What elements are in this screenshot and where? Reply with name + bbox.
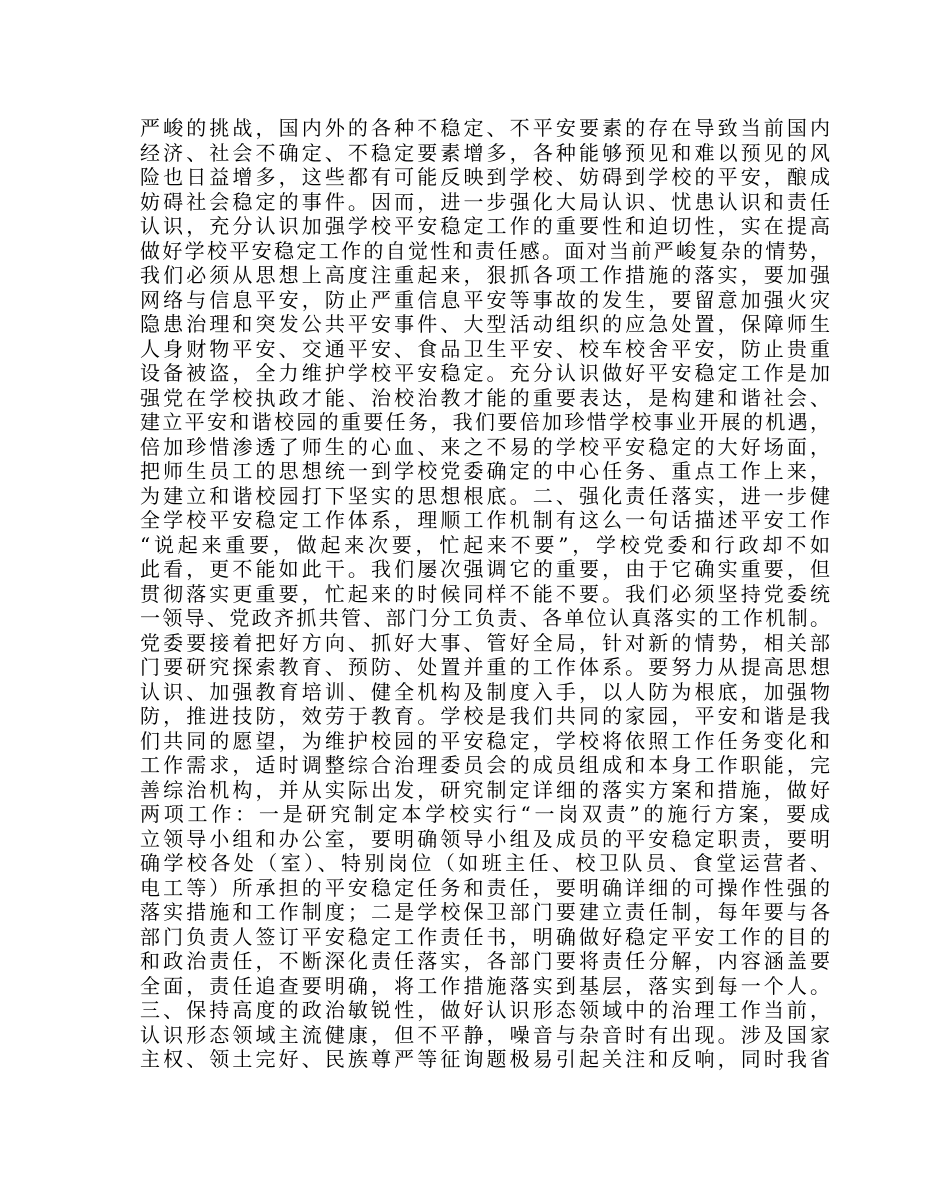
text-line: 全学校平安稳定工作体系，理顺工作机制有这么一句话描述平安工作 <box>140 508 830 532</box>
text-line: 妨碍社会稳定的事件。因而，进一步强化大局认识、忧患认识和责任 <box>140 189 830 214</box>
text-line: 认识形态领域主流健康，但不平静，噪音与杂音时有出现。涉及国家 <box>140 1022 830 1047</box>
text-line: 一领导、党政齐抓共管、部门分工负责、各单位认真落实的工作机制。 <box>140 606 830 630</box>
text-line: 倍加珍惜渗透了师生的心血、来之不易的学校平安稳定的大好场面， <box>140 434 830 459</box>
text-line: 建立平安和谐校园的重要任务，我们要倍加珍惜学校事业开展的机遇， <box>140 410 830 434</box>
text-line: 和政治责任，不断深化责任落实，各部门要将责任分解，内容涵盖要 <box>140 949 830 973</box>
text-line: 做好学校平安稳定工作的自觉性和责任感。面对当前严峻复杂的情势， <box>140 238 830 263</box>
text-line: 电工等）所承担的平安稳定任务和责任，要明确详细的可操作性强的 <box>140 875 830 900</box>
text-line: “说起来重要，做起来次要，忙起来不要”，学校党委和行政却不如 <box>140 532 830 557</box>
text-line: 网络与信息平安，防止严重信息平安等事故的发生，要留意加强火灾 <box>140 287 830 312</box>
text-line: 设备被盗，全力维护学校平安稳定。充分认识做好平安稳定工作是加 <box>140 361 830 385</box>
text-line: 人身财物平安、交通平安、食品卫生平安、校车校舍平安，防止贵重 <box>140 336 830 361</box>
text-line: 贯彻落实更重要，忙起来的时候同样不能不要。我们必须坚持党委统 <box>140 581 830 606</box>
text-line: 党委要接着把好方向、抓好大事、管好全局，针对新的情势，相关部 <box>140 630 830 655</box>
text-line: 严峻的挑战，国内外的各种不稳定、不平安要素的存在导致当前国内 <box>140 116 830 140</box>
text-line: 强党在学校执政才能、治校治教才能的重要表达，是构建和谐社会、 <box>140 385 830 410</box>
text-line: 认识，充分认识加强学校平安稳定工作的重要性和迫切性，实在提高 <box>140 214 830 238</box>
text-line: 我们必须从思想上高度注重起来，狠抓各项工作措施的落实，要加强 <box>140 263 830 287</box>
text-line: 立领导小组和办公室，要明确领导小组及成员的平安稳定职责，要明 <box>140 826 830 851</box>
text-line: 落实措施和工作制度；二是学校保卫部门要建立责任制，每年要与各 <box>140 900 830 924</box>
text-line: 两项工作：一是研究制定本学校实行“一岗双责”的施行方案，要成 <box>140 802 830 826</box>
text-line: 们共同的愿望，为维护校园的平安稳定，学校将依照工作任务变化和 <box>140 728 830 753</box>
text-line: 把师生员工的思想统一到学校党委确定的中心任务、重点工作上来， <box>140 459 830 483</box>
text-line: 经济、社会不确定、不稳定要素增多，各种能够预见和难以预见的风 <box>140 140 830 165</box>
text-line: 工作需求，适时调整综合治理委员会的成员组成和本身工作职能，完 <box>140 753 830 777</box>
text-line: 主权、领土完好、民族尊严等征询题极易引起关注和反响，同时我省 <box>140 1047 830 1071</box>
text-line: 善综治机构，并从实际出发，研究制定详细的落实方案和措施，做好 <box>140 777 830 802</box>
text-line: 部门负责人签订平安稳定工作责任书，明确做好稳定平安工作的目的 <box>140 924 830 949</box>
text-line: 确学校各处（室）、特别岗位（如班主任、校卫队员、食堂运营者、 <box>140 851 830 875</box>
text-line: 隐患治理和突发公共平安事件、大型活动组织的应急处置，保障师生 <box>140 312 830 336</box>
text-line: 防，推进技防，效劳于教育。学校是我们共同的家园，平安和谐是我 <box>140 704 830 728</box>
text-line: 认识、加强教育培训、健全机构及制度入手，以人防为根底，加强物 <box>140 679 830 704</box>
text-line: 全面，责任追查要明确，将工作措施落实到基层，落实到每一个人。 <box>140 973 830 998</box>
body-text <box>140 116 830 1072</box>
text-line: 门要研究探索教育、预防、处置并重的工作体系。要努力从提高思想 <box>140 655 830 679</box>
text-line: 为建立和谐校园打下坚实的思想根底。二、强化责任落实，进一步健 <box>140 483 830 508</box>
text-line: 险也日益增多，这些都有可能反映到学校、妨碍到学校的平安，酿成 <box>140 165 830 189</box>
text-line: 三、保持高度的政治敏锐性，做好认识形态领域中的治理工作当前， <box>140 998 830 1022</box>
text-line: 此看，更不能如此干。我们屡次强调它的重要，由于它确实重要，但 <box>140 557 830 581</box>
